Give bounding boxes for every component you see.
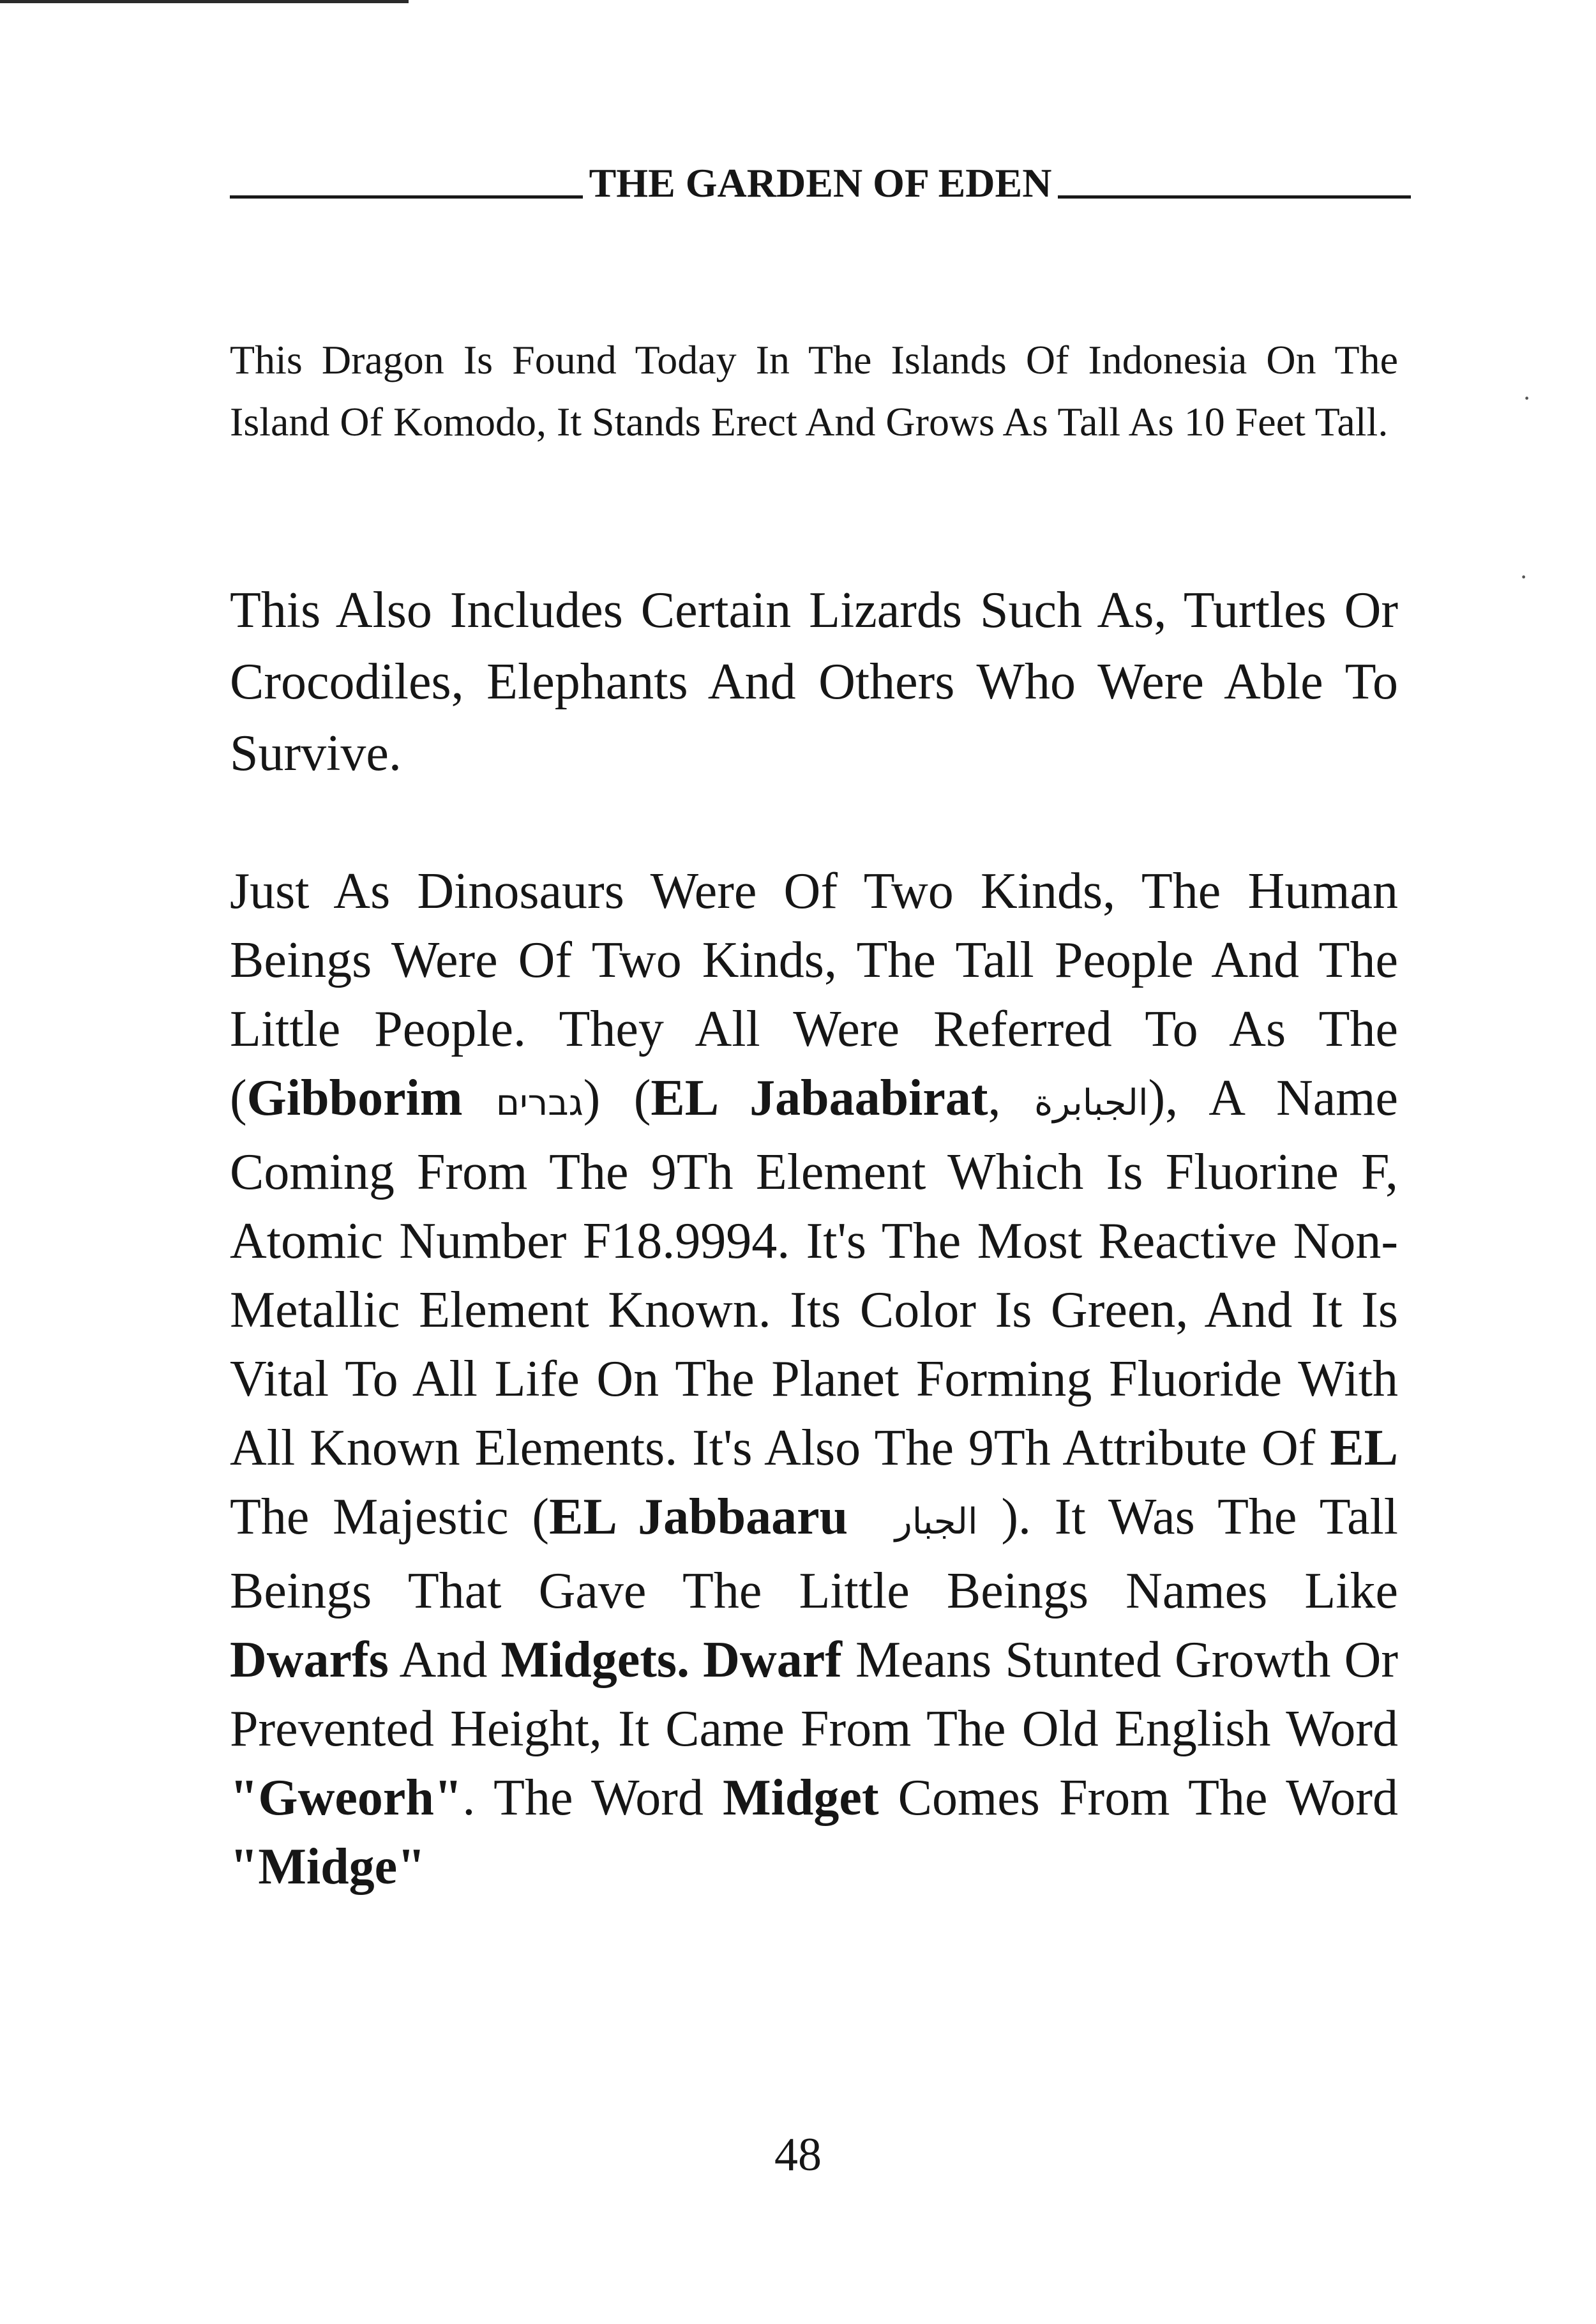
paragraph-two-kinds bbox=[230, 857, 1398, 1901]
scan-speck: · bbox=[1519, 562, 1528, 591]
text-segment: ). It Was The Tall Beings That Gave The Little Beings Names Like bbox=[230, 1489, 1399, 1619]
text-segment: . The Word bbox=[462, 1770, 723, 1826]
text-segment: Means Stunted Growth Or Prevented Height, It Came From The Old English Word bbox=[230, 1632, 1399, 1757]
term-el-jabaabirat: EL Jabaabirat bbox=[651, 1070, 988, 1126]
term-dwarf: Dwarf bbox=[703, 1632, 842, 1688]
running-header bbox=[230, 160, 1411, 206]
arabic-word-jabaabirat: الجبابرة bbox=[1034, 1082, 1148, 1124]
header-rule-left bbox=[230, 195, 583, 199]
text-segment: And bbox=[388, 1632, 501, 1688]
term-el: EL bbox=[1330, 1420, 1398, 1476]
text-segment: Just As Dinosaurs Were Of Two Kinds, The Human Beings Were Of Two Kinds, The Tall People And The Little People. They All Were Referred To As The ( bbox=[230, 863, 1398, 1126]
scan-speck: · bbox=[1523, 384, 1532, 412]
scan-edge-mark bbox=[0, 0, 409, 3]
term-gibborim: Gibborim bbox=[246, 1070, 463, 1126]
term-gweorh: "Gweorh" bbox=[230, 1770, 463, 1826]
paragraph-lizards: This Also Includes Certain Lizards Such As, Turtles Or Crocodiles, Elephants And Others Who Were Able To Survive. bbox=[230, 582, 1398, 781]
term-midge: "Midge" bbox=[230, 1839, 426, 1895]
text-segment: ), A Name Coming From The 9Th Element Which Is Fluorine F, Atomic Number F18.9994. It's The Most Reactive Non-Metallic Element Known. Its Color Is Green, And It Is Vital To All Life On The Planet Forming Fluoride With All Known Elements. It's Also The 9Th Attribute Of bbox=[230, 1070, 1399, 1476]
term-el-jabbaaru: EL Jabbaaru bbox=[549, 1489, 848, 1545]
text-segment: ) ( bbox=[583, 1070, 651, 1126]
arabic-word-jabbaaru: الجبار bbox=[894, 1501, 978, 1543]
term-dwarfs: Dwarfs bbox=[230, 1632, 389, 1688]
text-segment: The Majestic ( bbox=[230, 1489, 550, 1545]
header-title: THE GARDEN OF EDEN bbox=[589, 160, 1052, 206]
text-segment: , bbox=[988, 1070, 1034, 1126]
term-midgets: Midgets. bbox=[501, 1632, 689, 1688]
paragraph-komodo-dragon: This Dragon Is Found Today In The Islands Of Indonesia On The Island Of Komodo, It Stands Erect And Grows As Tall As 10 Feet Tall. bbox=[230, 337, 1398, 444]
header-rule-right bbox=[1058, 195, 1411, 199]
text-segment: Comes From The Word bbox=[878, 1770, 1399, 1826]
page-number: 48 bbox=[774, 2129, 822, 2181]
term-midget: Midget bbox=[723, 1770, 879, 1826]
hebrew-word: גברים bbox=[495, 1082, 583, 1124]
